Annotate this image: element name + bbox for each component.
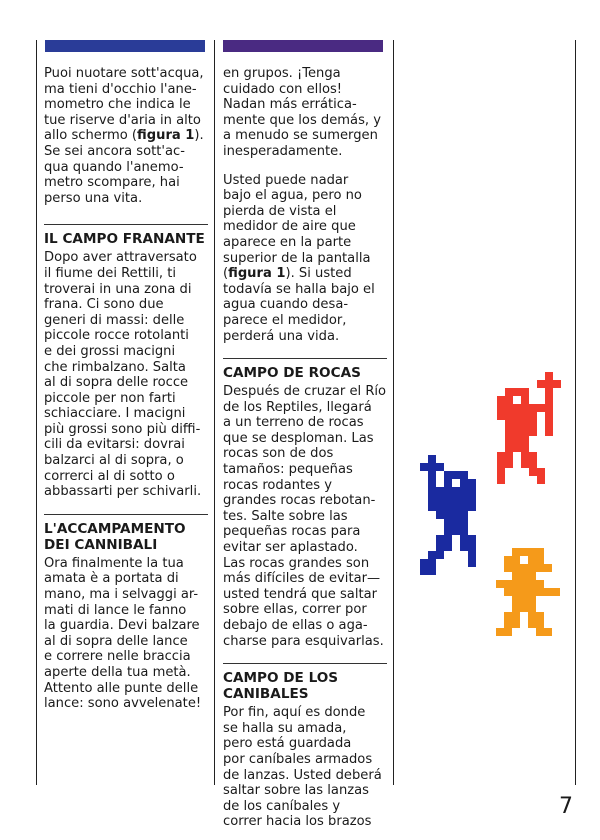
column-rule-far-right bbox=[575, 40, 576, 785]
red-cannibal-sprite bbox=[497, 372, 561, 492]
section-divider bbox=[44, 514, 208, 515]
paragraph-swimmers: en grupos. ¡Tenga cuidado con ellos! Nadan más errática- mente que los demás, y a menudo se sumergen inesperadamente. bbox=[223, 66, 381, 159]
column-rule-left bbox=[36, 40, 37, 785]
figure-reference: figura 1 bbox=[228, 266, 286, 282]
column-rule-right bbox=[393, 40, 394, 785]
section-heading: IL CAMPO FRANANTE bbox=[44, 231, 205, 248]
orange-cannibal-sprite bbox=[496, 548, 560, 640]
section-heading: CAMPO DE ROCAS bbox=[223, 365, 361, 382]
column-spanish bbox=[223, 66, 389, 830]
paragraph-rocks: Después de cruzar el Río de los Reptiles, llegará a un terreno de rocas que se desploman. Las rocas son de dos tamaños: pequeñas rocas rodantes y grandes rocas rebotan- tes. Salte sobre las pequeñas rocas para evitar ser aplastado. Las rocas grandes son más difíciles de evitar— usted tendrá que saltar sobre ellas, correr por debajo de ellas o aga- charse para esquivarlas. bbox=[223, 384, 387, 649]
section-divider bbox=[223, 358, 387, 359]
paragraph-underwater: Puoi nuotare sott'acqua, ma tieni d'occhio l'ane- mometro che indica le tue riserve d'aria in alto allo schermo (figura 1). Se sei ancora sott'ac- qua quando l'anemo- metro scompare, hai perso una vita. bbox=[44, 66, 204, 206]
figure-reference: figura 1 bbox=[137, 128, 195, 144]
paragraph-cannibals: Ora finalmente la tua amata è a portata di mano, ma i selvaggi ar- mati di lance le fanno la guardia. Devi balzare al di sopra delle lance e correre nelle braccia aperte della tua metà. Attento alle punte delle lance: sono avvelenate! bbox=[44, 555, 202, 712]
color-bar-blue bbox=[45, 40, 205, 52]
paragraph-underwater-es: Usted puede nadar bajo el agua, pero no pierda de vista el medidor de aire que aparece en la parte superior de la pantalla (figura 1). Si usted todavía se halla bajo el agua cuando desa- parece el medidor, perderá una vida. bbox=[223, 172, 375, 344]
color-bar-purple bbox=[223, 40, 383, 52]
section-heading: L'ACCAMPAMENTO DEI CANNIBALI bbox=[44, 520, 186, 553]
section-divider bbox=[44, 224, 208, 225]
column-italian bbox=[44, 66, 210, 712]
section-heading: CAMPO DE LOS CANIBALES bbox=[223, 670, 339, 703]
column-rule-middle bbox=[214, 40, 215, 785]
paragraph-landslide: Dopo aver attraversato il fiume dei Rettili, ti troverai in una zona di frana. Ci sono due generi di massi: delle piccole rocce rotolanti e dei grossi macigni che rimbalzano. Salta al di sopra delle rocce piccole per non farti schiacciare. I macigni più grossi sono più diffi- cili da evitarsi: dovrai balzarci al di sopra, o correrci al di sotto o abbassarti per schivarli. bbox=[44, 250, 202, 500]
section-divider bbox=[223, 663, 387, 664]
paragraph-cannibals-es: Por fin, aquí es donde se halla su amada, pero está guardada por caníbales armados de lanzas. Usted deberá saltar sobre las lanzas de los caníbales y correr hacia los brazos bbox=[223, 705, 382, 830]
page-number: 7 bbox=[559, 794, 573, 819]
blue-cannibal-sprite bbox=[420, 455, 476, 583]
